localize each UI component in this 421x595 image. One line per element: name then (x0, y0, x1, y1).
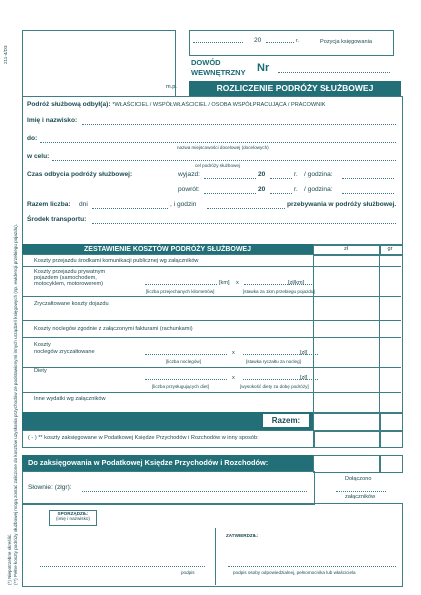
departure-hour-label: / godzina: (304, 171, 333, 178)
to-book-gr[interactable] (379, 455, 403, 473)
diet-days-hint: [liczba przysługujących diet] (152, 384, 209, 389)
x-sign: x (232, 350, 235, 356)
attachments-count-field[interactable] (336, 491, 386, 492)
to-hint: nazwa miejscowości docelowej (docelowych) (177, 145, 269, 150)
transport-label: Środek transportu: (27, 216, 87, 223)
time-label: Czas odbycia podróży służbowej: (27, 171, 133, 178)
signature-divider (215, 528, 216, 585)
date-r: r. (296, 38, 300, 44)
prepared-signature-label: podpis (181, 570, 195, 575)
row-line (22, 367, 401, 368)
nights-field[interactable] (145, 354, 227, 355)
purpose-label: w celu: (27, 153, 50, 160)
stay-label: przebywania w podróży służbowej. (287, 201, 397, 208)
return-date-field[interactable] (204, 193, 256, 194)
attached-label: Dołączono (345, 476, 372, 482)
return-label: powrót: (178, 186, 200, 193)
x-sign: x (236, 280, 239, 286)
roles[interactable]: *WŁAŚCICIEL / WSPÓŁWŁAŚCICIEL / OSOBA WSPÓŁPRACUJĄCA / PRACOWNIK (112, 102, 326, 108)
departure-year: 20 (258, 171, 266, 178)
diet-rate-hint: [wysokość diety za dobę podróży] (240, 384, 309, 389)
col-zl: zł (343, 246, 349, 252)
not-booked-label: ( - ) ** koszty zaksięgowane w Podatkowej Księdze Przychodów i Rozchodów w inny sposób: (28, 435, 259, 441)
name-field[interactable] (82, 124, 396, 125)
approved-signature-label: podpis osoby odpowiedzialnej, pełnomocnika lub właściciela (233, 570, 356, 575)
days-label: dni (79, 201, 88, 208)
prepared-label: SPORZĄDZIŁ: (57, 511, 89, 516)
row-line (22, 392, 401, 393)
col-sep-1 (313, 254, 314, 412)
purpose-field[interactable] (52, 160, 396, 161)
days-field[interactable] (92, 208, 168, 209)
col-gr: gr (387, 246, 393, 252)
date-year: 20 (254, 37, 262, 44)
total-zl-cell[interactable] (313, 412, 381, 432)
return-year: 20 (258, 186, 266, 193)
departure-date-field[interactable] (204, 178, 256, 179)
footnote-2: (**) Pełne koszty podróży służbowej mogą zostać zaliczone do kosztów uzyskania przychodów ze podstawionymi innych urządzeń księgowych (np. ewidencji przebiegu pojazdu). (13, 223, 18, 585)
doc-title-line2: WEWNĘTRZNY (191, 68, 246, 77)
return-r: r. (294, 186, 298, 193)
row-line (22, 337, 401, 338)
not-booked-gr[interactable] (379, 430, 403, 448)
row-line (22, 320, 401, 321)
row-lodging-invoices: Koszty noclegów zgodnie z załączonymi fakturami (rachunkami) (34, 326, 193, 332)
row-private-vehicle: Koszty przejazdu prywatnym pojazdem (samochodem, motocyklem, motorowerem) (34, 269, 106, 287)
not-booked-zl[interactable] (313, 430, 381, 448)
zl-unit: [zł] (300, 350, 308, 356)
doc-banner: ROZLICZENIE PODRÓŻY SŁUŻBOWEJ (189, 81, 401, 96)
approved-signature-field[interactable] (228, 566, 396, 567)
col-sep-2 (379, 254, 380, 412)
approved-label: ZATWIERDZIŁ: (226, 533, 259, 538)
return-hour-field[interactable] (342, 193, 394, 194)
total-count-label: Razem liczba: (27, 201, 71, 208)
to-label: do: (27, 135, 38, 142)
doc-title (191, 58, 246, 78)
ledger-position-label: Pozycja księgowania (320, 39, 372, 45)
words-field[interactable] (82, 491, 307, 492)
date-year-line[interactable] (266, 42, 294, 43)
row-lodging-lump: Koszty noclegów zryczałtowane (34, 342, 95, 355)
km-unit: [km] (219, 280, 230, 286)
night-rate-hint: [stawka ryczałtu za nocleg] (246, 359, 301, 364)
row-lump-local: Zryczałtowane koszty dojazdu (34, 301, 109, 307)
trip-undertaken: Podróż służbową odbył(a): *WŁAŚCICIEL / WSPÓŁWŁAŚCICIEL / OSOBA WSPÓŁPRACUJĄCA / PRACOWNIK (27, 101, 326, 108)
row-diet: Diety (34, 368, 47, 374)
hours-label: , i godzin (170, 201, 197, 208)
doc-number-field[interactable] (278, 72, 390, 73)
words-label: Słownie: (złgr): (28, 484, 72, 491)
km-field[interactable] (145, 284, 217, 285)
total-label: Razem: (263, 414, 309, 427)
hours-field[interactable] (207, 208, 285, 209)
zlkm-unit: [zł/km] (288, 280, 305, 286)
transport-field[interactable] (92, 223, 396, 224)
form-code: 211-4/D3 (3, 45, 8, 64)
prepared-signature-field[interactable] (40, 566, 205, 567)
row-other: Inne wydatki wg załączników (34, 396, 106, 402)
to-field[interactable] (40, 142, 396, 143)
date-day-line[interactable] (193, 42, 243, 43)
departure-label: wyjazd: (178, 171, 200, 178)
x-sign: x (232, 375, 235, 381)
departure-r: r. (294, 171, 298, 178)
doc-nr: Nr (257, 62, 270, 74)
to-book-zl[interactable] (313, 455, 381, 473)
zl-unit: [zł] (300, 375, 308, 381)
prepared-box (49, 510, 97, 526)
diet-days-field[interactable] (145, 379, 227, 380)
stamp-label: m.p. (166, 84, 177, 90)
cost-section-title: ZESTAWIENIE KOSZTÓW PODRÓŻY SŁUŻBOWEJ (22, 244, 313, 255)
prepared-hint: (imię i nazwisko) (56, 516, 90, 521)
row-line (22, 266, 401, 267)
to-book-label: Do zaksięgowania w Podatkowej Księdze Przychodów i Rozchodów: (22, 455, 313, 471)
name-label: Imię i nazwisko: (27, 117, 78, 124)
attachments-label: załączników (345, 494, 376, 500)
nights-hint: [liczba noclegów] (166, 359, 201, 364)
departure-hour-field[interactable] (342, 178, 394, 179)
row-public-transport: Koszty przejazdu środkami komunikacji publicznej wg załączników (34, 258, 199, 264)
row-line (22, 296, 401, 297)
footnote-1: (*) Niepotrzebne skreślić. (7, 533, 12, 585)
doc-title-line1: DOWÓD (191, 58, 221, 67)
departure-year-field[interactable] (270, 178, 292, 179)
stamp-box[interactable] (22, 30, 176, 97)
km-hint: [liczba przejechanych kilometrów] (146, 289, 215, 294)
return-hour-label: / godzina: (304, 186, 333, 193)
km-rate-hint: [stawka za 1km przebiegu pojazdu] (243, 289, 315, 294)
purpose-hint: cel podróży służbowej (195, 163, 240, 168)
return-year-field[interactable] (270, 193, 292, 194)
total-gr-cell[interactable] (379, 412, 403, 432)
